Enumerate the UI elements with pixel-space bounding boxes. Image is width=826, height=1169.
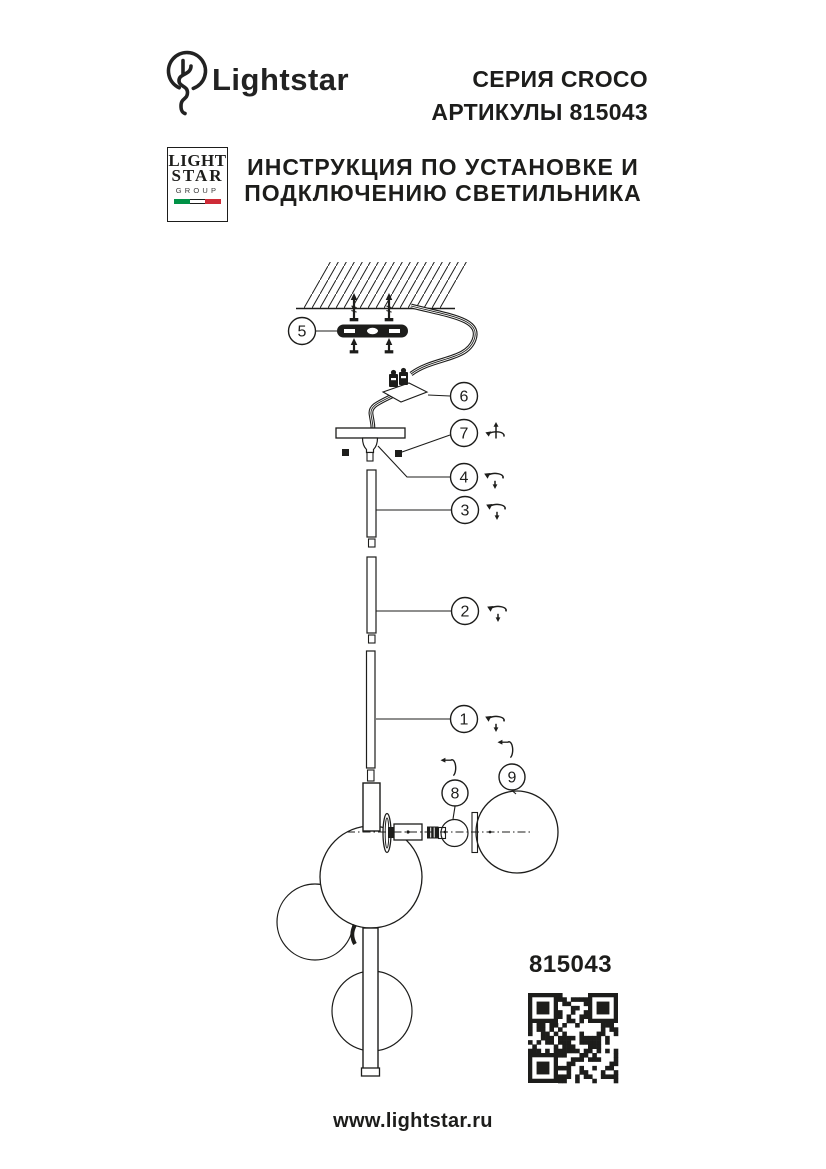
rod-section-upper bbox=[367, 470, 376, 547]
callout-5-number: 5 bbox=[297, 323, 307, 341]
callout-4 bbox=[451, 464, 478, 491]
mounting-bracket bbox=[337, 325, 408, 338]
rod-section-middle bbox=[367, 557, 376, 643]
callout-8 bbox=[442, 780, 468, 806]
callout-1 bbox=[451, 706, 478, 733]
twist-horizontal-icon bbox=[498, 740, 513, 758]
rod-section-lower bbox=[367, 651, 376, 781]
ceiling-canopy bbox=[336, 428, 405, 461]
callout-6 bbox=[451, 383, 478, 410]
callout-3 bbox=[452, 497, 479, 524]
callout-6-number: 6 bbox=[459, 388, 469, 406]
glass-sphere-main bbox=[320, 826, 422, 928]
badge-light-text: LIGHT bbox=[168, 151, 227, 170]
callout-9-number: 9 bbox=[507, 769, 517, 787]
callout-2-number: 2 bbox=[460, 603, 470, 621]
badge-group-text: GROUP bbox=[175, 186, 220, 195]
callout-7 bbox=[451, 420, 478, 447]
badge-star-text: STAR bbox=[171, 166, 224, 185]
articles-title: АРТИКУЛЫ 815043 bbox=[431, 99, 648, 125]
bottom-tube-cap bbox=[362, 1068, 380, 1076]
callout-8-number: 8 bbox=[450, 785, 460, 803]
callout-7-number: 7 bbox=[459, 425, 469, 443]
brand-wordmark: Lightstar bbox=[212, 62, 350, 97]
instruction-title-line2: ПОДКЛЮЧЕНИЮ СВЕТИЛЬНИКА bbox=[244, 180, 642, 206]
article-number-label: 815043 bbox=[529, 951, 613, 978]
bracket-screw-icon bbox=[385, 338, 394, 353]
callout-3-number: 3 bbox=[460, 502, 470, 520]
supply-wire bbox=[371, 306, 475, 429]
callout-1-number: 1 bbox=[459, 711, 469, 729]
callout-4-number: 4 bbox=[459, 469, 469, 487]
screw-clockwise-icon bbox=[487, 606, 506, 622]
qr-code bbox=[528, 993, 618, 1083]
screw-clockwise-icon bbox=[485, 716, 504, 732]
socket-nut bbox=[427, 827, 439, 839]
website-url: www.lightstar.ru bbox=[333, 1110, 493, 1132]
twist-horizontal-icon bbox=[441, 758, 456, 776]
shade-collar bbox=[472, 813, 478, 853]
bottom-tube bbox=[363, 928, 378, 1069]
lift-and-rotate-icon bbox=[485, 422, 504, 439]
ceiling-hatch bbox=[296, 262, 473, 309]
screw-clockwise-icon bbox=[486, 504, 505, 520]
bracket-screw-icon bbox=[350, 338, 359, 353]
callout-5 bbox=[289, 318, 316, 345]
instruction-title-line1: ИНСТРУКЦИЯ ПО УСТАНОВКЕ И bbox=[247, 154, 639, 180]
leader-lines bbox=[316, 331, 516, 819]
screw-clockwise-icon bbox=[484, 473, 503, 489]
socket-clip bbox=[352, 925, 355, 944]
callout-9 bbox=[499, 764, 525, 790]
series-title: СЕРИЯ CROCO bbox=[472, 66, 648, 92]
callout-2 bbox=[452, 598, 479, 625]
upper-tube bbox=[363, 783, 380, 831]
